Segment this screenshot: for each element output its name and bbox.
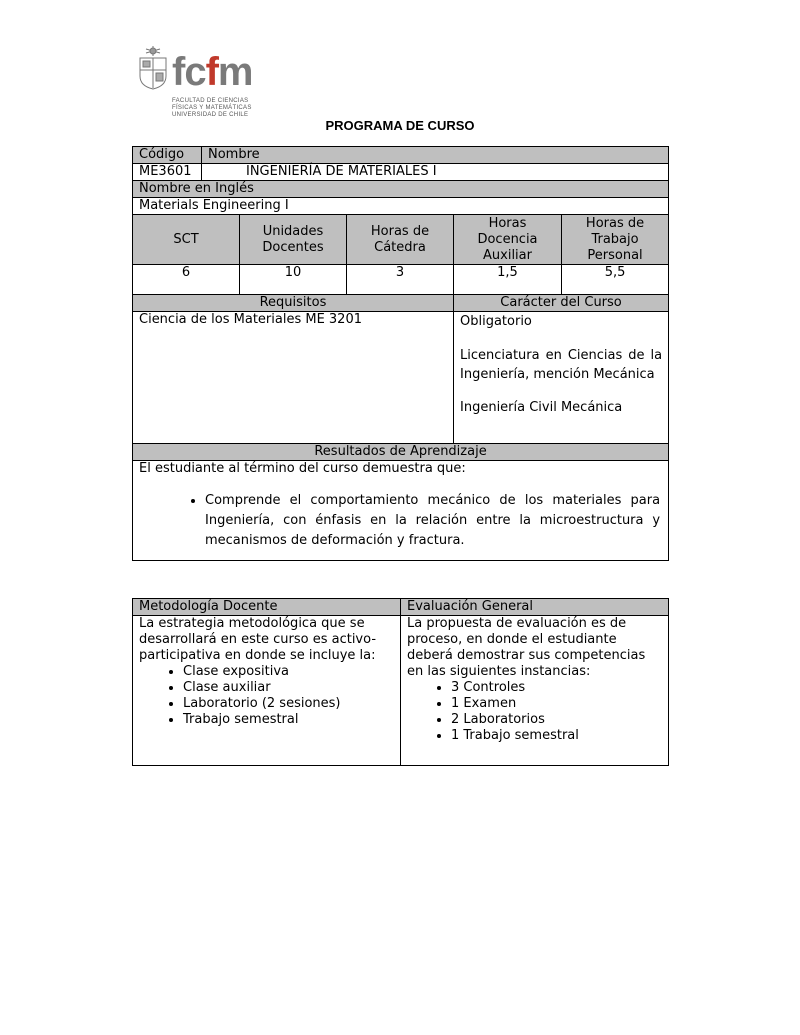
teaching-units-value: 10: [240, 265, 347, 295]
personal-work-hours-value: 5,5: [562, 265, 669, 295]
methodology-item: • Laboratorio (2 sesiones): [183, 696, 394, 712]
methodology-item: • Trabajo semestral: [183, 712, 394, 728]
character-values: [454, 312, 669, 444]
english-name: Materials Engineering I: [133, 198, 669, 215]
methodology-label: Metodología Docente: [133, 599, 401, 616]
character-item: Ingeniería Civil Mecánica: [460, 400, 623, 415]
outcomes-intro: El estudiante al término del curso demuestra que:: [139, 461, 466, 476]
course-table: [132, 146, 669, 561]
sct-value: 6: [133, 265, 240, 295]
character-item: Licenciatura en Ciencias de la Ingeniería, mención Mecánica: [460, 348, 663, 382]
course-name: INGENIERÍA DE MATERIALES I: [202, 164, 669, 181]
outcomes-label: Resultados de Aprendizaje: [133, 444, 669, 461]
evaluation-intro: La propuesta de evaluación es de proceso, en donde el estudiante deberá demostrar sus competencias en las siguientes instancias:: [407, 616, 646, 679]
auxiliary-hours-value: 1,5: [454, 265, 562, 295]
lecture-hours-value: 3: [347, 265, 454, 295]
character-item: Obligatorio: [460, 314, 532, 329]
page-title: PROGRAMA DE CURSO: [325, 118, 475, 133]
auxiliary-hours-header: Horas Docencia Auxiliar: [454, 215, 562, 265]
fcfm-logo: [136, 44, 256, 120]
code-label: Código: [133, 147, 202, 164]
evaluation-item: • 1 Examen: [451, 696, 662, 712]
evaluation-label: Evaluación General: [401, 599, 669, 616]
university-seal-icon: [136, 44, 170, 90]
teaching-units-header: Unidades Docentes: [240, 215, 347, 265]
evaluation-item: • 2 Laboratorios: [451, 712, 662, 728]
methodology-item: • Clase expositiva: [183, 664, 394, 680]
methodology-content: [133, 616, 401, 766]
methodology-evaluation-table: [132, 598, 669, 766]
evaluation-item: • 1 Trabajo semestral: [451, 728, 662, 744]
methodology-intro: La estrategia metodológica que se desarrollará en este curso es activo-participativa en donde se incluye la:: [139, 616, 377, 663]
evaluation-content: [401, 616, 669, 766]
requirements-label: Requisitos: [133, 295, 454, 312]
character-label: Carácter del Curso: [454, 295, 669, 312]
sct-header: SCT: [133, 215, 240, 265]
course-code: ME3601: [133, 164, 202, 181]
evaluation-item: • 3 Controles: [451, 680, 662, 696]
lecture-hours-header: Horas de Cátedra: [347, 215, 454, 265]
requirements-value: Ciencia de los Materiales ME 3201: [133, 312, 454, 444]
outcome-item: • Comprende el comportamiento mecánico de los materiales para Ingeniería, con énfasis en la relación entre la microestructura y mecanismos de deformación y fractura.: [205, 491, 660, 551]
english-name-label: Nombre en Inglés: [133, 181, 669, 198]
fcfm-wordmark: fcfm: [172, 50, 253, 94]
faculty-name: FACULTAD DE CIENCIAS FÍSICAS Y MATEMÁTICAS UNIVERSIDAD DE CHILE: [172, 98, 252, 118]
personal-work-hours-header: Horas de Trabajo Personal: [562, 215, 669, 265]
name-label: Nombre: [202, 147, 669, 164]
outcomes-content: [133, 461, 669, 561]
methodology-item: • Clase auxiliar: [183, 680, 394, 696]
